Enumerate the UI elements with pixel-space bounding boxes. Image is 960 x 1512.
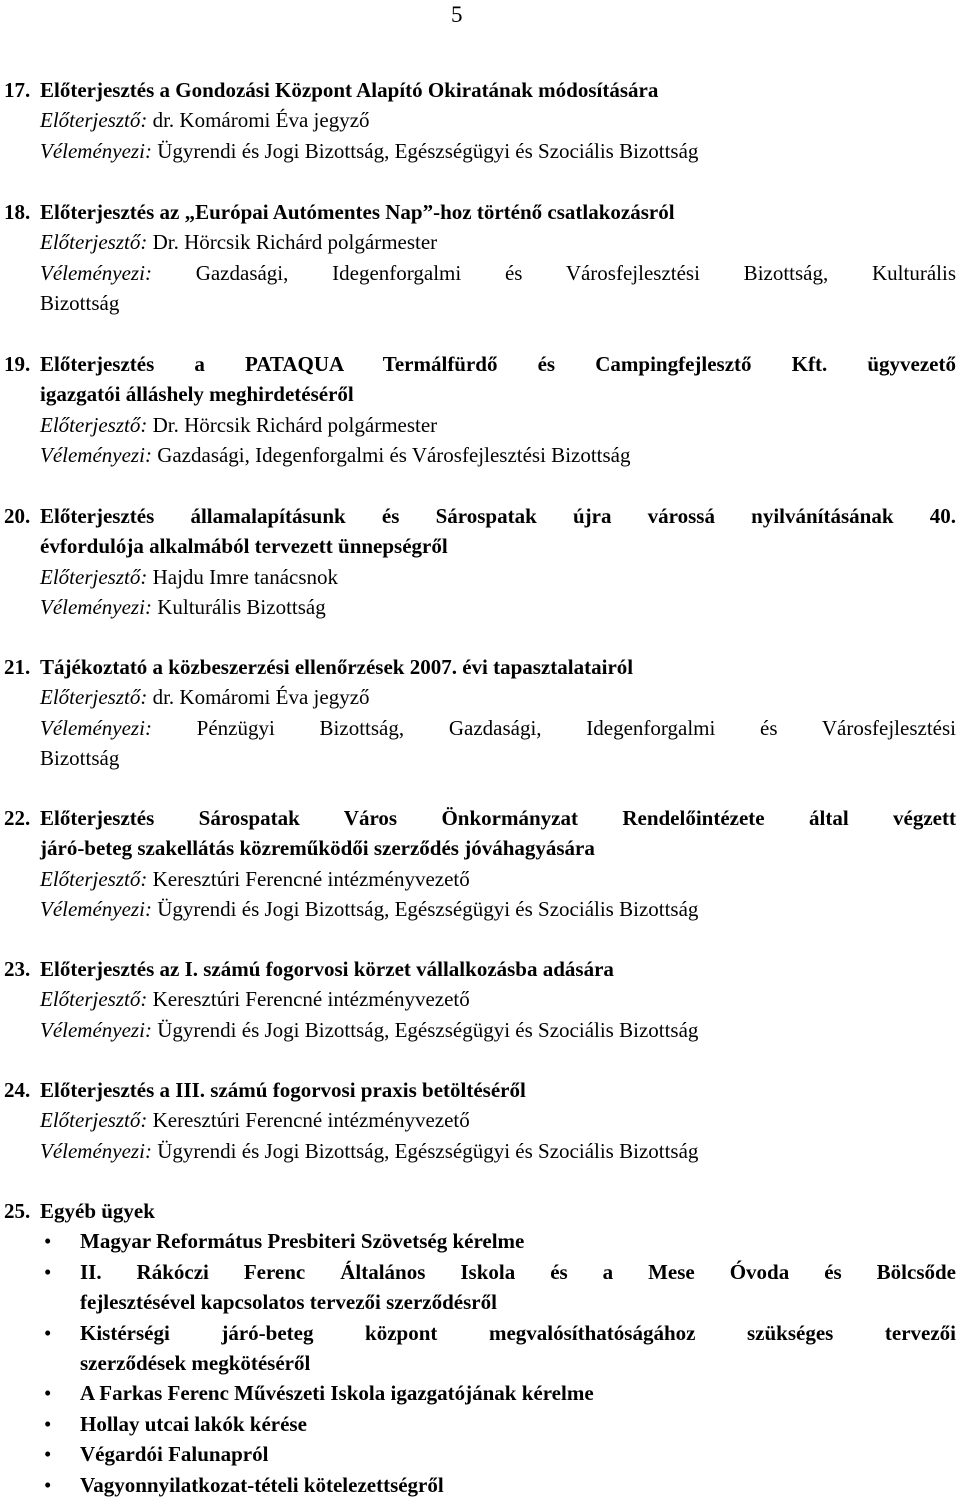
list-item-text-continued: szerződések megkötéséről [80, 1351, 311, 1376]
item-title: Előterjesztés az „Európai Autómentes Nap”-hoz történő csatlakozásról [40, 200, 675, 224]
presenter-line [4, 984, 956, 1014]
agenda-item-17 [4, 75, 956, 166]
item-number: 19. [4, 352, 31, 376]
list-item-text: Kistérségi járó-beteg központ megvalósíthatóságához szükséges tervezői [80, 1320, 956, 1345]
reviewer-line [4, 1136, 956, 1166]
item-number: 20. [4, 504, 31, 528]
sub-item-list [4, 1226, 956, 1500]
agenda-item-25 [4, 1196, 956, 1500]
item-title: Előterjesztés az I. számú fogorvosi körzet vállalkozásba adására [40, 957, 614, 981]
presenter-label: Előterjesztő: [40, 108, 148, 133]
agenda-item-20 [4, 501, 956, 623]
presenter-label: Előterjesztő: [40, 564, 148, 589]
list-item [4, 1439, 956, 1469]
list-item-text: Magyar Református Presbiteri Szövetség kérelme [80, 1229, 525, 1254]
list-item [4, 1470, 956, 1500]
presenter-line [4, 1105, 956, 1135]
presenter-name: Hajdu Imre tanácsnok [147, 564, 339, 589]
reviewer-line [4, 136, 956, 166]
presenter-name: Keresztúri Ferencné intézményvezető [147, 866, 470, 891]
reviewer-label: Véleményezi: [40, 138, 152, 163]
item-title-continued: járó-beteg szakellátás közreműködői szerződés jóváhagyására [40, 836, 595, 861]
item-number: 24. [4, 1078, 31, 1102]
reviewer-label: Véleményezi: [40, 443, 152, 468]
list-item-text: A Farkas Ferenc Művészeti Iskola igazgatójának kérelme [80, 1381, 594, 1406]
item-title: Előterjesztés a PATAQUA Termálfürdő és Campingfejlesztő Kft. ügyvezető [40, 352, 956, 376]
presenter-name: Dr. Hörcsik Richárd polgármester [147, 230, 438, 255]
presenter-name: Keresztúri Ferencné intézményvezető [147, 1108, 470, 1133]
agenda-item-23 [4, 954, 956, 1045]
reviewer-line-continued: Bizottság [40, 746, 120, 771]
item-number: 23. [4, 957, 31, 981]
reviewer-line [4, 258, 956, 288]
agenda-item-18 [4, 197, 956, 319]
reviewer-label: Véleményezi: [40, 1017, 152, 1042]
item-number: 22. [4, 806, 31, 830]
presenter-label: Előterjesztő: [40, 987, 148, 1012]
item-title-continued: évfordulója alkalmából tervezett ünnepségről [40, 534, 448, 559]
presenter-line [4, 410, 956, 440]
presenter-label: Előterjesztő: [40, 412, 148, 437]
reviewer-names: Gazdasági, Idegenforgalmi és Városfejlesztési Bizottság [151, 443, 631, 468]
reviewer-names: Kulturális Bizottság [151, 595, 326, 620]
presenter-label: Előterjesztő: [40, 1108, 148, 1133]
item-title: Előterjesztés államalapításunk és Sárospatak újra várossá nyilvánításának 40. [40, 504, 956, 528]
item-title: Egyéb ügyek [40, 1199, 155, 1223]
reviewer-line [4, 592, 956, 622]
item-number: 25. [4, 1199, 31, 1223]
presenter-name: Dr. Hörcsik Richárd polgármester [147, 412, 438, 437]
bullet-icon: • [44, 1229, 52, 1254]
presenter-line [4, 227, 956, 257]
item-number: 21. [4, 655, 31, 679]
list-item [4, 1409, 956, 1439]
bullet-icon: • [44, 1442, 52, 1467]
agenda-item-24 [4, 1075, 956, 1166]
list-item [4, 1378, 956, 1408]
presenter-name: dr. Komáromi Éva jegyző [147, 108, 370, 133]
bullet-icon: • [44, 1472, 52, 1497]
reviewer-label: Véleményezi: [40, 1138, 152, 1163]
reviewer-label: Véleményezi: [40, 595, 152, 620]
bullet-icon: • [44, 1411, 52, 1436]
bullet-icon: • [44, 1381, 52, 1406]
reviewer-label: Véleményezi: [40, 260, 152, 285]
reviewer-names: Ügyrendi és Jogi Bizottság, Egészségügyi és Szociális Bizottság [151, 897, 699, 922]
item-title: Előterjesztés a Gondozási Központ Alapító Okiratának módosítására [40, 78, 659, 102]
agenda-item-21 [4, 652, 956, 774]
reviewer-line [4, 1015, 956, 1045]
list-item-text: Vagyonnyilatkozat-tételi kötelezettségről [80, 1472, 444, 1497]
reviewer-label: Véleményezi: [40, 715, 152, 740]
list-item [4, 1257, 956, 1318]
bullet-icon: • [44, 1320, 52, 1345]
bullet-icon: • [44, 1259, 52, 1284]
item-title: Előterjesztés a III. számú fogorvosi praxis betöltéséről [40, 1078, 526, 1102]
reviewer-names: Pénzügyi Bizottság, Gazdasági, Idegenforgalmi és Városfejlesztési [151, 715, 956, 740]
presenter-label: Előterjesztő: [40, 685, 148, 710]
agenda-item-19 [4, 349, 956, 471]
agenda-item-22 [4, 803, 956, 925]
reviewer-line [4, 713, 956, 743]
item-title: Tájékoztató a közbeszerzési ellenőrzések 2007. évi tapasztalatairól [40, 655, 634, 679]
item-number: 17. [4, 78, 31, 102]
list-item-text: Hollay utcai lakók kérése [80, 1411, 307, 1436]
presenter-line [4, 864, 956, 894]
presenter-label: Előterjesztő: [40, 866, 148, 891]
reviewer-names: Gazdasági, Idegenforgalmi és Városfejlesztési Bizottság, Kulturális [151, 260, 956, 285]
item-title-continued: igazgatói álláshely meghirdetéséről [40, 382, 354, 407]
reviewer-line-continued: Bizottság [40, 291, 120, 316]
reviewer-line [4, 894, 956, 924]
presenter-name: Keresztúri Ferencné intézményvezető [147, 987, 470, 1012]
list-item [4, 1226, 956, 1256]
reviewer-line [4, 440, 956, 470]
page-number: 5 [451, 2, 463, 27]
presenter-label: Előterjesztő: [40, 230, 148, 255]
item-title: Előterjesztés Sárospatak Város Önkormányzat Rendelőintézete által végzett [40, 806, 956, 830]
list-item-text: Végardói Falunapról [80, 1442, 269, 1467]
presenter-line [4, 105, 956, 135]
list-item [4, 1318, 956, 1379]
reviewer-names: Ügyrendi és Jogi Bizottság, Egészségügyi és Szociális Bizottság [151, 1138, 699, 1163]
presenter-name: dr. Komáromi Éva jegyző [147, 685, 370, 710]
reviewer-names: Ügyrendi és Jogi Bizottság, Egészségügyi és Szociális Bizottság [151, 1017, 699, 1042]
list-item-text: II. Rákóczi Ferenc Általános Iskola és a Mese Óvoda és Bölcsőde [80, 1259, 956, 1284]
reviewer-names: Ügyrendi és Jogi Bizottság, Egészségügyi és Szociális Bizottság [151, 138, 699, 163]
presenter-line [4, 562, 956, 592]
reviewer-label: Véleményezi: [40, 897, 152, 922]
presenter-line [4, 682, 956, 712]
item-number: 18. [4, 200, 31, 224]
list-item-text-continued: fejlesztésével kapcsolatos tervezői szerződésről [80, 1290, 497, 1315]
